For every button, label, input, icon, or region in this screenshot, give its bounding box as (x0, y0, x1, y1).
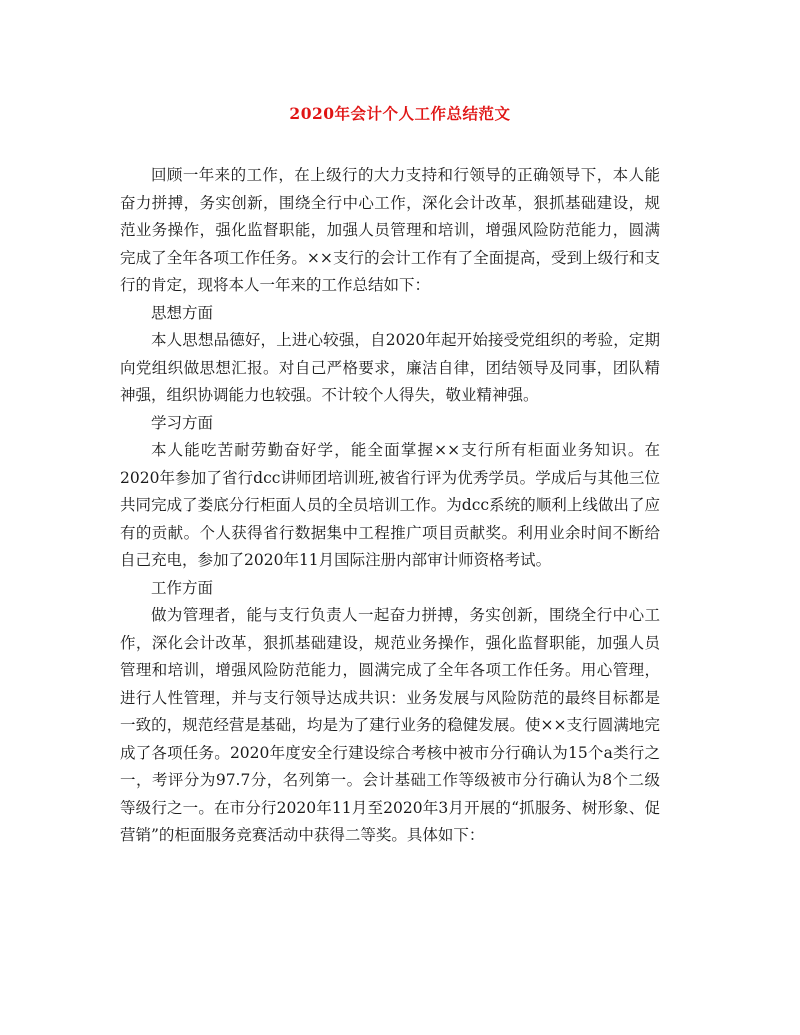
document-body (120, 162, 660, 850)
study-paragraph: 本人能吃苦耐劳勤奋好学，能全面掌握××支行所有柜面业务知识。在2020年参加了省行dcc讲师团培训班,被省行评为优秀学员。学成后与其他三位共同完成了娄底分行柜面人员的全员培训工作。为dcc系统的顺利上线做出了应有的贡献。个人获得省行数据集中工程推广项目贡献奖。利用业余时间不断给自己充电，参加了2020年11月国际注册内部审计师资格考试。 (120, 441, 660, 569)
section-heading-thought: 思想方面 (151, 303, 214, 322)
thought-paragraph: 本人思想品德好，上进心较强，自2020年起开始接受党组织的考验，定期向党组织做思想汇报。对自己严格要求，廉洁自律，团结领导及同事，团队精神强，组织协调能力也较强。不计较个人得失，敬业精神强。 (120, 331, 660, 404)
intro-paragraph: 回顾一年来的工作，在上级行的大力支持和行领导的正确领导下，本人能奋力拼搏，务实创新，围绕全行中心工作，深化会计改革，狠抓基础建设，规范业务操作，强化监督职能，加强人员管理和培训，增强风险防范能力，圆满完成了全年各项工作任务。××支行的会计工作有了全面提高，受到上级行和支行的肯定，现将本人一年来的工作总结如下： (120, 166, 660, 294)
work-paragraph: 做为管理者，能与支行负责人一起奋力拼搏，务实创新，围绕全行中心工作，深化会计改革，狠抓基础建设，规范业务操作，强化监督职能，加强人员管理和培训，增强风险防范能力，圆满完成了全年各项工作任务。用心管理，进行人性管理，并与支行领导达成共识：业务发展与风险防范的最终目标都是一致的，规范经营是基础，均是为了建行业务的稳健发展。使××支行圆满地完成了各项任务。2020年度安全行建设综合考核中被市分行确认为15个a类行之一，考评分为97.7分，名列第一。会计基础工作等级被市分行确认为8个二级等级行之一。在市分行2020年11月至2020年3月开展的“抓服务、树形象、促营销”的柜面服务竞赛活动中获得二等奖。具体如下： (120, 606, 660, 844)
document-title: 2020年会计个人工作总结范文 (289, 104, 511, 123)
section-heading-work: 工作方面 (151, 578, 214, 597)
section-heading-study: 学习方面 (151, 413, 214, 432)
